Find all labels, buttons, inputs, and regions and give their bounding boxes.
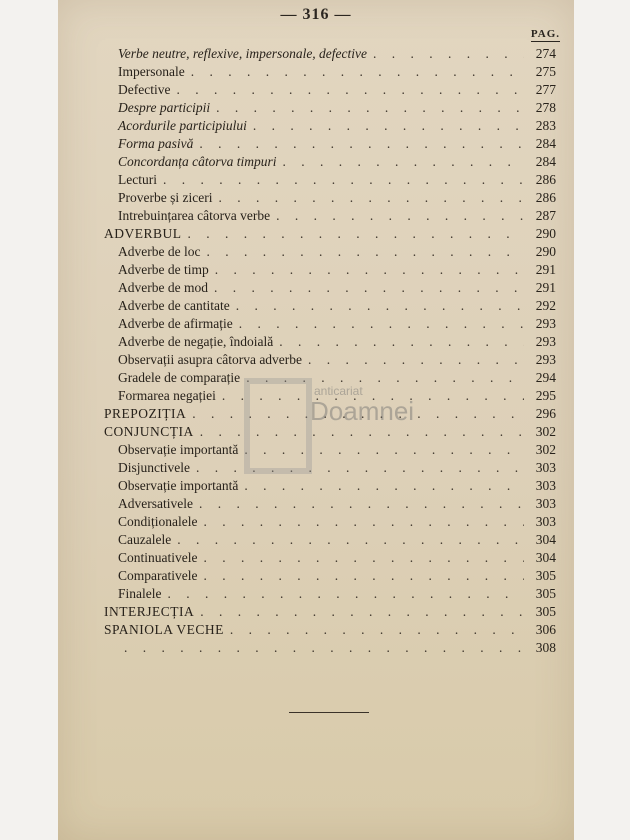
toc-entry-page: 284 [535,136,556,151]
toc-entry-page: 304 [535,550,556,565]
toc-leader-dots [191,63,524,81]
toc-entry-page: 308 [535,640,556,655]
toc-entry-page: 293 [535,316,556,331]
watermark-frame-icon [244,378,312,474]
toc-leader-dots [216,99,524,117]
toc-leader-dots [203,567,524,585]
toc-entry-title: Acordurile participiului [118,118,247,133]
toc-entry-page: 292 [535,298,556,313]
toc-leader-dots [244,477,524,495]
toc-entry-title: CONJUNCȚIA [104,424,194,439]
toc-entry [118,117,556,135]
toc-leader-dots [279,333,524,351]
toc-entry-title: Adverbe de afirmație [118,316,233,331]
toc-entry-title: Disjunctivele [118,460,190,475]
toc-entry [118,135,556,153]
toc-entry-page: 275 [535,64,556,79]
toc-entry-page: 302 [535,424,556,439]
toc-entry [118,279,556,297]
toc-entry-title: Lecturi [118,172,157,187]
toc-entry [118,567,556,585]
toc-entry-page: 304 [535,532,556,547]
toc-entry [118,63,556,81]
toc-entry-page: 303 [535,478,556,493]
page-number: — 316 — [280,6,352,23]
toc-entry-title: Proverbe și ziceri [118,190,213,205]
toc-entry-page: 305 [535,604,556,619]
toc-entry [118,459,556,477]
toc-entry-title: Adversativele [118,496,193,511]
toc-entry-title: Defective [118,82,171,97]
toc-entry-page: 306 [535,622,556,637]
toc-entry [118,549,556,567]
toc-leader-dots [218,189,524,207]
toc-entry-title: Comparativele [118,568,198,583]
toc-entry-page: 283 [535,118,556,133]
toc-entry-page: 294 [535,370,556,385]
toc-leader-dots [203,549,524,567]
toc-entry-title: SPANIOLA VECHE [104,622,224,637]
footer-rule [289,712,369,713]
toc-entry-title: Adverbe de timp [118,262,209,277]
toc-entry [118,45,556,63]
toc-entry-title: Adverbe de negație, îndoială [118,334,274,349]
toc-leader-dots [177,531,524,549]
toc-entry-page: 291 [535,262,556,277]
toc-leader-dots [283,153,525,171]
toc-entry-title: Forma pasivă [118,136,194,151]
toc-entry [118,99,556,117]
toc-entry-title: Verbe neutre, reflexive, impersonale, defective [118,46,368,61]
book-page [58,0,574,840]
toc-entry-page: 293 [535,334,556,349]
toc-entry-page: 284 [535,154,556,169]
toc-leader-dots [215,261,524,279]
toc-leader-dots [308,351,524,369]
toc-leader-dots [124,639,524,657]
toc-entry [118,297,556,315]
toc-entry [104,225,556,243]
toc-entry [118,351,556,369]
toc-leader-dots [199,495,524,513]
toc-entry [118,207,556,225]
toc-leader-dots [206,243,524,261]
toc-entry-page: 290 [535,226,556,241]
toc-entry [118,315,556,333]
watermark-small-text: anticariat [314,384,363,398]
toc-entry-page: 302 [535,442,556,457]
toc-entry-page: 274 [535,46,556,61]
toc-leader-dots [276,207,524,225]
toc-leader-dots [176,81,524,99]
toc-entry-page: 303 [535,496,556,511]
toc-entry [118,153,556,171]
toc-leader-dots [199,135,524,153]
toc-entry-title: Observație importantă [118,478,239,493]
toc-entry-page: 303 [535,514,556,529]
toc-entry [104,603,556,621]
toc-entry-title: Concordanța câtorva timpuri [118,154,277,169]
toc-entry-title: Despre participii [118,100,211,115]
toc-leader-dots [239,315,524,333]
toc-leader-dots [163,171,524,189]
toc-leader-dots [214,279,524,297]
toc-entry-page: 290 [535,244,556,259]
toc-entry-page: 278 [535,100,556,115]
toc-entry [118,189,556,207]
toc-entry [104,621,556,639]
toc-entry [118,171,556,189]
toc-entry-page: 286 [535,190,556,205]
toc-leader-dots [373,45,524,63]
toc-entry-title: Adverbe de mod [118,280,208,295]
toc-entry-page: 303 [535,460,556,475]
toc-entry-title: PREPOZIȚIA [104,406,187,421]
toc-leader-dots [253,117,524,135]
toc-entry [118,477,556,495]
toc-entry-title: Adverbe de loc [118,244,201,259]
toc-entry-title: Cauzalele [118,532,172,547]
toc-entry [118,261,556,279]
toc-entry-page: 286 [535,172,556,187]
toc-entry-title: ADVERBUL [104,226,182,241]
watermark-big-text: Doamnei [310,396,415,426]
toc-entry-title: Adverbe de cantitate [118,298,230,313]
toc-entry-title: INTERJECȚIA [104,604,195,619]
toc-entry-page: 295 [535,388,556,403]
toc-entry-title: Intrebuințarea câtorva verbe [118,208,271,223]
toc-leader-dots [236,297,524,315]
toc-leader-dots [200,603,524,621]
toc-leader-dots [203,513,524,531]
toc-entry-title: Impersonale [118,64,185,79]
toc-entry [118,531,556,549]
toc-entry-page: 293 [535,352,556,367]
toc-entry [118,81,556,99]
toc-entry [118,585,556,603]
toc-entry-title: Formarea negației [118,388,216,403]
toc-entry-title: Condiționalele [118,514,198,529]
toc-entry-page: 291 [535,280,556,295]
toc-entry-page: 305 [535,568,556,583]
toc-entry-title: Continuativele [118,550,198,565]
toc-leader-dots [230,621,524,639]
toc-entry-page: 296 [535,406,556,421]
toc-entry-page: 305 [535,586,556,601]
toc-entry [118,495,556,513]
toc-entry [118,243,556,261]
toc-entry-title: Observație importantă [118,442,239,457]
toc-entry-title: Observații asupra câtorva adverbe [118,352,303,367]
toc-entry [118,441,556,459]
toc-entry-title: Gradele de comparație [118,370,241,385]
toc-entry-page: 287 [535,208,556,223]
toc-leader-dots [188,225,525,243]
toc-entry [118,513,556,531]
toc-leader-dots [168,585,525,603]
toc-entry-page: 277 [535,82,556,97]
toc-entry [118,639,556,657]
toc-entry-title: Finalele [118,586,162,601]
page-column-label: PAG. [530,28,560,40]
toc-entry [118,333,556,351]
